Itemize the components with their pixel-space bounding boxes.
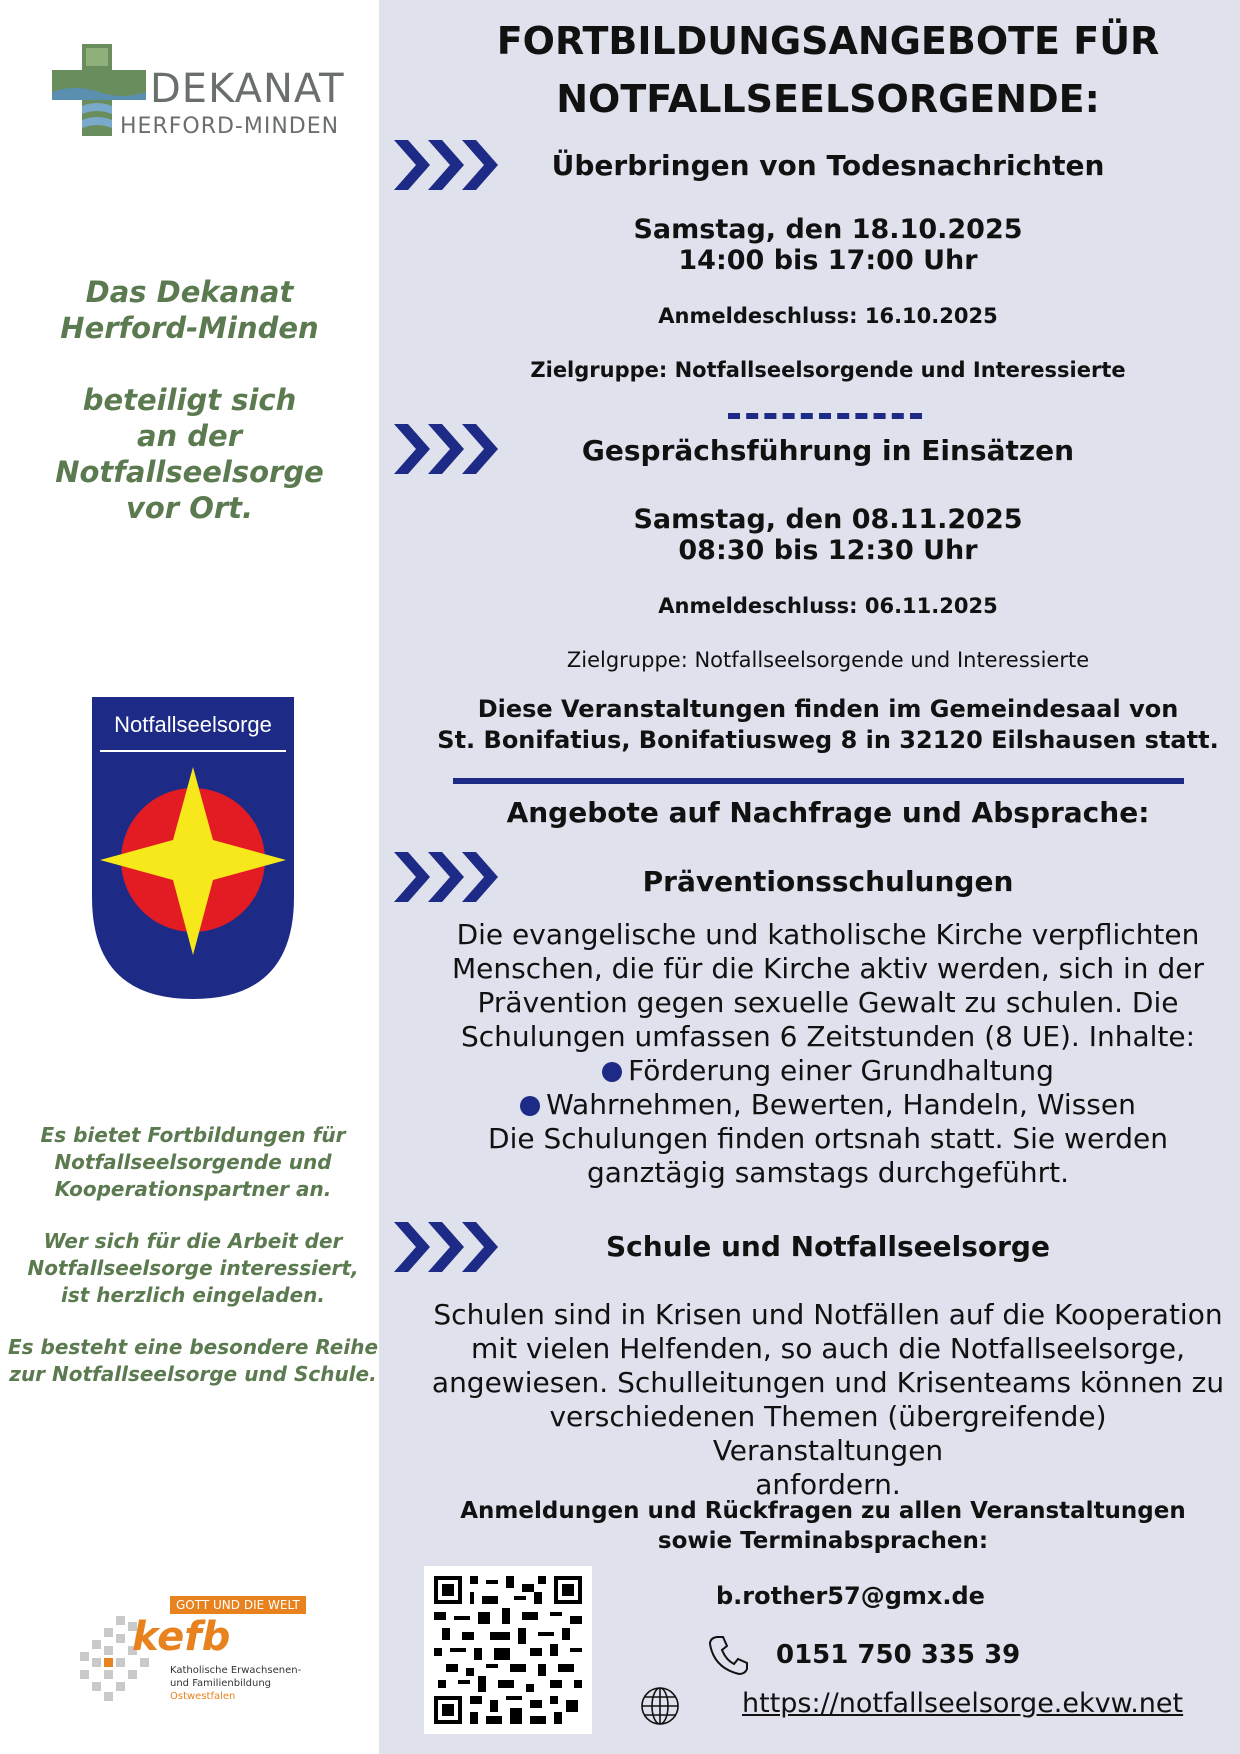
- offer-line: Notfallseelsorge interessiert,: [27, 1256, 359, 1280]
- kefb-sub-line: Katholische Erwachsenen-: [170, 1665, 302, 1676]
- left-offer-text: [0, 1122, 386, 1388]
- venue-line: Diese Veranstaltungen finden im Gemeindesaal von: [477, 695, 1179, 723]
- prevention-line: Die Schulungen finden ortsnah statt. Sie werden: [488, 1122, 1168, 1155]
- emblem-label: Notfallseelsorge: [114, 712, 272, 737]
- contact-heading-line: sowie Terminabsprachen:: [657, 1528, 989, 1554]
- offer-line: Wer sich für die Arbeit der: [43, 1229, 343, 1253]
- bullet-dot-icon: [520, 1096, 540, 1116]
- bullet-text: Förderung einer Grundhaltung: [628, 1054, 1054, 1087]
- notfallseelsorge-emblem-icon: [92, 697, 294, 999]
- prevention-line: ganztägig samstags durchgeführt.: [586, 1156, 1070, 1189]
- kefb-name: kefb: [132, 1614, 231, 1660]
- contact-phone[interactable]: 0151 750 335 39: [776, 1640, 1021, 1670]
- event-audience: Zielgruppe: Notfallseelsorgende und Interessierte: [566, 648, 1090, 672]
- school-title: Schule und Notfallseelsorge: [606, 1230, 1050, 1263]
- event-title: Überbringen von Todesnachrichten: [551, 149, 1105, 182]
- prevention-line: Die evangelische und katholische Kirche verpflichten: [456, 918, 1200, 951]
- globe-icon: [640, 1686, 680, 1726]
- prevention-line: Prävention gegen sexuelle Gewalt zu schulen. Die: [477, 986, 1179, 1019]
- school-line: anfordern.: [755, 1468, 901, 1501]
- prevention-text: [440, 918, 1216, 1190]
- prevention-line: Menschen, die für die Kirche aktiv werden, sich in der: [452, 952, 1204, 985]
- logo-title: DEKANAT: [150, 66, 345, 112]
- kefb-sub-line: Ostwestfalen: [170, 1691, 236, 1702]
- venue-info: [430, 694, 1226, 756]
- contact-heading-line: Anmeldungen und Rückfragen zu allen Veranstaltungen: [460, 1498, 1186, 1524]
- section-divider: [453, 778, 1184, 784]
- kefb-subtitle: [170, 1664, 301, 1703]
- school-line: Schulen sind in Krisen und Notfällen auf die Kooperation: [433, 1298, 1223, 1331]
- bullet-dot-icon: [602, 1062, 622, 1082]
- event-deadline: Anmeldeschluss: 06.11.2025: [658, 594, 998, 618]
- school-line: angewiesen. Schulleitungen und Krisenteams können zu: [431, 1366, 1225, 1399]
- offer-line: Notfallseelsorgende und: [54, 1150, 332, 1174]
- title-line: NOTFALLSEELSORGENDE:: [556, 77, 1100, 121]
- logo-subtitle: HERFORD-MINDEN: [120, 114, 340, 139]
- left-intro: [0, 274, 379, 526]
- chevrons-icon: [392, 138, 502, 192]
- prevention-title: Präventionsschulungen: [642, 865, 1014, 898]
- page-title: [440, 12, 1216, 128]
- offer-line: Es besteht eine besondere Reihe: [7, 1335, 379, 1359]
- on-request-heading: Angebote auf Nachfrage und Absprache:: [506, 796, 1150, 829]
- dashed-divider: [728, 413, 922, 419]
- kefb-sub-line: und Familienbildung: [170, 1678, 272, 1689]
- contact-email[interactable]: b.rother57@gmx.de: [716, 1582, 985, 1610]
- event-title: Gesprächsführung in Einsätzen: [581, 434, 1075, 467]
- qr-code[interactable]: [424, 1566, 592, 1734]
- offer-line: ist herzlich eingeladen.: [61, 1283, 325, 1307]
- offer-line: zur Notfallseelsorge und Schule.: [9, 1362, 377, 1386]
- chevrons-icon: [392, 1220, 502, 1274]
- school-line: mit vielen Helfenden, so auch die Notfallseelsorge,: [471, 1332, 1185, 1365]
- school-line: verschiedenen Themen (übergreifende) Veranstaltungen: [549, 1400, 1107, 1467]
- intro-line: Herford-Minden: [60, 311, 319, 345]
- event-audience: Zielgruppe: Notfallseelsorgende und Interessierte: [530, 358, 1126, 382]
- intro-line: Das Dekanat: [85, 275, 294, 309]
- event-time: 14:00 bis 17:00 Uhr: [678, 245, 978, 276]
- kefb-badge: GOTT UND DIE WELT: [170, 1596, 306, 1614]
- offer-line: Es bietet Fortbildungen für: [40, 1123, 346, 1147]
- title-line: FORTBILDUNGSANGEBOTE FÜR: [496, 19, 1160, 63]
- qr-code-icon: [434, 1576, 582, 1724]
- bullet-item: [440, 1088, 1216, 1122]
- intro-line: an der Notfallseelsorge: [55, 419, 324, 489]
- website-link[interactable]: https://notfallseelsorge.ekvw.net: [742, 1688, 1184, 1719]
- intro-line: beteiligt sich: [82, 383, 297, 417]
- contact-heading: [450, 1496, 1196, 1556]
- event-datetime: [500, 214, 1156, 276]
- bullet-item: [440, 1054, 1216, 1088]
- event-date: Samstag, den 18.10.2025: [633, 214, 1023, 245]
- phone-icon: [708, 1634, 750, 1676]
- intro-line: vor Ort.: [125, 491, 254, 525]
- bullet-text: Wahrnehmen, Bewerten, Handeln, Wissen: [546, 1088, 1136, 1121]
- event-datetime: [500, 504, 1156, 566]
- event-time: 08:30 bis 12:30 Uhr: [678, 535, 978, 566]
- event-deadline: Anmeldeschluss: 16.10.2025: [658, 304, 998, 328]
- offer-line: Kooperationspartner an.: [54, 1177, 332, 1201]
- school-text: [430, 1298, 1226, 1502]
- chevrons-icon: [392, 850, 502, 904]
- event-date: Samstag, den 08.11.2025: [633, 504, 1023, 535]
- prevention-line: Schulungen umfassen 6 Zeitstunden (8 UE). Inhalte:: [460, 1020, 1196, 1053]
- venue-line: St. Bonifatius, Bonifatiusweg 8 in 32120 Eilshausen statt.: [437, 726, 1219, 754]
- chevrons-icon: [392, 422, 502, 476]
